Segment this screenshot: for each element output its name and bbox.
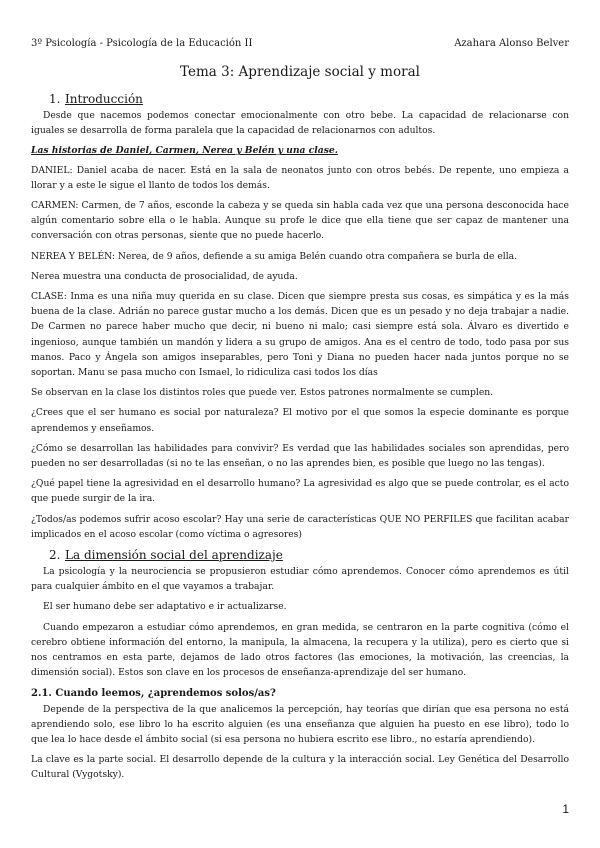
paragraph: Desde que nacemos podemos conectar emocionalmente con otro bebe. La capacidad de relacionarse con iguales se desarrolla de forma paralela que la capacidad de relacionarnos con adultos.: [31, 110, 569, 137]
subsection-2-1-heading: 2.1. Cuando leemos, ¿aprendemos solos/as?: [31, 687, 276, 699]
page-title: Tema 3: Aprendizaje social y moral: [180, 64, 420, 80]
section-1-heading: 1. Introducción: [49, 92, 143, 106]
paragraph: El ser humano debe ser adaptativo e ir actualizarse.: [43, 601, 287, 613]
paragraph: La psicología y la neurociencia se propusieron estudiar cómo aprendemos. Conocer cómo aprendemos es útil para cualquier ámbito en el que vayamos a trabajar.: [31, 566, 569, 593]
header-author: Azahara Alonso Belver: [454, 38, 569, 49]
question-paragraph: ¿Cómo se desarrollan las habilidades para convivir? Es verdad que las habilidades sociales son aprendidas, pero pueden no ser desarrolladas (si no te las enseñan, o no las aprendes bien, es posible que luego no las tengas).: [31, 442, 569, 470]
document-body: [31, 91, 569, 788]
paragraph: Se observan en la clase los distintos roles que puede ver. Estos patrones normalmente se cumplen.: [31, 387, 494, 399]
paragraph: Depende de la perspectiva de la que analicemos la percepción, hay teorías que dirían que esa persona no está aprendiendo solo, ese libro lo ha escrito alguien (es una enseñanza que alguien ha puesto en ese libro), todo lo que lea lo hace desde el ámbito social (si esa persona no hubiera escrito ese libro., no estaría aprendiendo).: [31, 703, 569, 745]
question-paragraph: ¿Qué papel tiene la agresividad en el desarrollo humano? La agresividad es algo que se puede controlar, es el acto que puede surgir de la ira.: [31, 478, 569, 505]
paragraph-daniel: DANIEL: Daniel acaba de nacer. Está en la sala de neonatos junto con otros bebés. De repente, uno empieza a llorar y a este le sigue el llanto de todos los demás.: [31, 164, 569, 191]
question-paragraph: ¿Todos/as podemos sufrir acoso escolar? Hay una serie de características QUE NO PERFILES que facilitan acabar implicados en el acoso escolar (como víctima o agresores): [31, 513, 569, 540]
paragraph: La clave es la parte social. El desarrollo depende de la cultura y la interacción social. Ley Genética del Desarrollo Cultural (Vygotsky).: [31, 754, 569, 781]
paragraph-carmen: CARMEN: Carmen, de 7 años, esconde la cabeza y se queda sin habla cada vez que una persona desconocida hace algún comentario sobre ella o le habla. Aunque su profe le dice que ella tiene que ser capaz de mantener una conversación con otras personas, siente que no puede hacerlo.: [31, 200, 569, 242]
page-header: [31, 38, 569, 49]
question-paragraph: ¿Crees que el ser humano es social por naturaleza? El motivo por el que somos la especie dominante es porque aprendemos y enseñamos.: [31, 407, 569, 434]
paragraph: Cuando empezaron a estudiar cómo aprendemos, en gran medida, se centraron en la parte cognitiva (cómo el cerebro obtiene información del entorno, la manipula, la almacena, la recupera y la utiliza), pero es cierto que si nos centramos en esta parte, dejamos de lado otros factores (las emociones, la motivación, las creencias, la dimensión social). Estos son clave en los procesos de enseñanza-aprendizaje del ser humano.: [31, 621, 569, 679]
stories-heading: Las historias de Daniel, Carmen, Nerea y Belén y una clase.: [31, 145, 338, 157]
paragraph: Nerea muestra una conducta de prosocialidad, de ayuda.: [31, 270, 298, 282]
section-2-heading: 2. La dimensión social del aprendizaje: [49, 548, 283, 563]
paragraph-clase: CLASE: Inma es una niña muy querida en su clase. Dicen que siempre presta sus cosas, es simpática y es la más buena de la clase. Adrián no parece gustar mucho a los demás. Dicen que es un pesado y no deja trabajar a nadie. De Carmen no parece haber mucho que decir, ni bueno ni malo; casi siempre está sola. Álvaro es divertido e ingenioso, aunque también un mandón y lidera a su grupo de amigos. Ana es el centro de todo, todo pasa por sus manos. Paco y Ángela son amigos inseparables, pero Toni y Diana no pueden hacer nada juntos porque no se soportan. Manu se pasa mucho con Ismael, lo ridiculiza casi todos los días: [31, 291, 569, 379]
header-course: 3º Psicología - Psicología de la Educación II: [31, 38, 253, 49]
paragraph-nerea: NEREA Y BELÉN: Nerea, de 9 años, defiende a su amiga Belén cuando otra compañera se burla de ella.: [31, 250, 518, 262]
page-number: 1: [562, 802, 569, 816]
